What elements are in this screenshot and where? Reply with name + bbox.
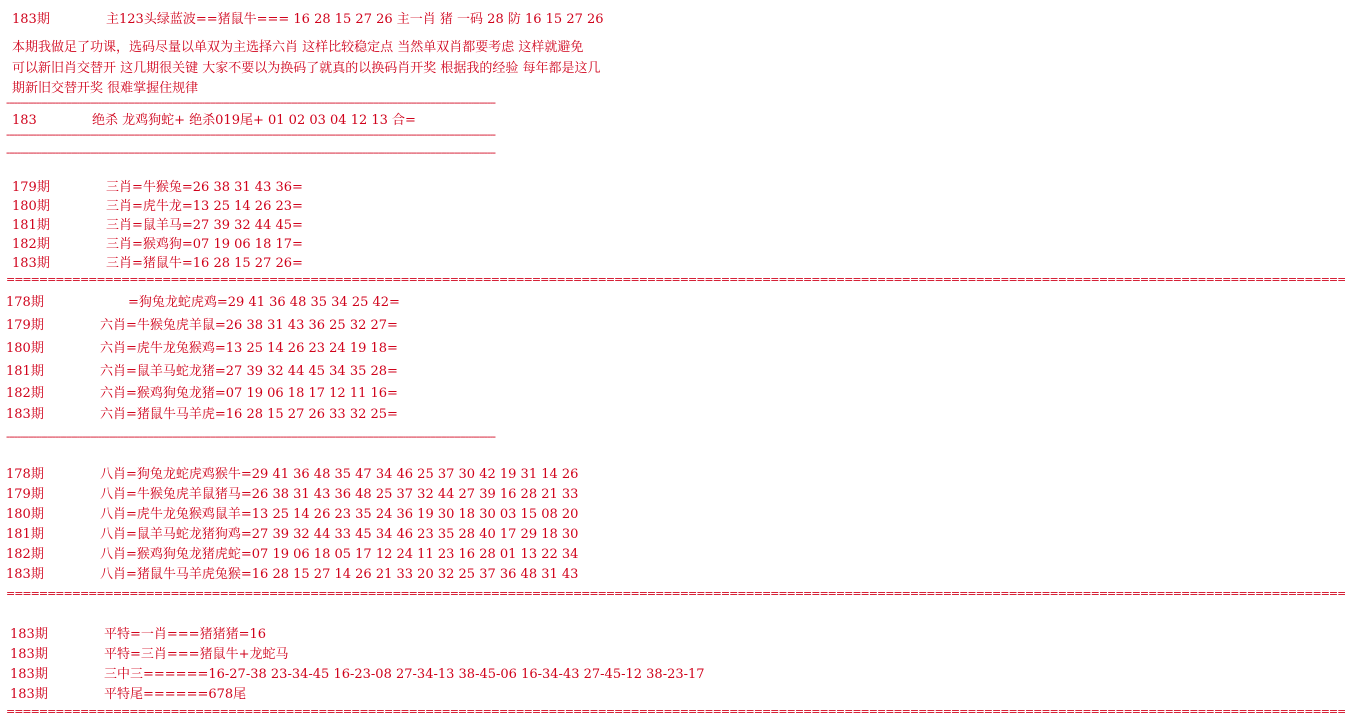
separator-dash: ------------------------------------------------------------------------------------------------------------------------------------------------------------------------------------	[6, 96, 496, 109]
special-row-period: 183期	[10, 687, 48, 702]
six-row-period: 181期	[6, 364, 44, 379]
three-row-text: 三肖=猪鼠牛=16 28 15 27 26=	[106, 256, 303, 271]
three-row-period: 179期	[12, 180, 50, 195]
six-row-period: 180期	[6, 341, 44, 356]
eight-row-period: 179期	[6, 487, 44, 502]
separator-equal: ===================================================================================================================================================================	[6, 705, 1345, 718]
special-row-period: 183期	[10, 647, 48, 662]
six-row-text: 六肖=鼠羊马蛇龙猪=27 39 32 44 45 34 35 28=	[100, 364, 398, 379]
six-row-period: 178期	[6, 295, 44, 310]
separator-equal: ===================================================================================================================================================================	[6, 587, 1345, 600]
eight-row-period: 183期	[6, 567, 44, 582]
eight-row-period: 181期	[6, 527, 44, 542]
headline-period: 183期	[12, 12, 50, 27]
three-row-text: 三肖=猴鸡狗=07 19 06 18 17=	[106, 237, 303, 252]
special-row-text: 三中三======16-27-38 23-34-45 16-23-08 27-34-13 38-45-06 16-34-43 27-45-12 38-23-17	[104, 667, 705, 682]
eight-row-period: 180期	[6, 507, 44, 522]
kill-period: 183	[12, 113, 37, 128]
eight-row-text: 八肖=虎牛龙兔猴鸡鼠羊=13 25 14 26 23 35 24 36 19 30 18 30 03 15 08 20	[100, 507, 579, 522]
six-row-text: 六肖=虎牛龙兔猴鸡=13 25 14 26 23 24 19 18=	[100, 341, 398, 356]
paragraph-line-2: 可以新旧肖交替开 这几期很关键 大家不要以为换码了就真的以换码肖开奖 根据我的经验 每年都是这几	[12, 61, 601, 76]
eight-row-text: 八肖=猴鸡狗兔龙猪虎蛇=07 19 06 18 05 17 12 24 11 23 16 28 01 13 22 34	[100, 547, 579, 562]
separator-dash: ------------------------------------------------------------------------------------------------------------------------------------------------------------------------------------	[6, 430, 496, 443]
three-row-text: 三肖=虎牛龙=13 25 14 26 23=	[106, 199, 303, 214]
kill-text: 绝杀 龙鸡狗蛇+ 绝杀019尾+ 01 02 03 04 12 13 合=	[92, 113, 416, 128]
three-row-period: 181期	[12, 218, 50, 233]
special-row-text: 平特=一肖===猪猪猪=16	[104, 627, 267, 642]
three-row-period: 182期	[12, 237, 50, 252]
special-row-text: 平特尾======678尾	[104, 687, 247, 702]
six-row-text: 六肖=牛猴兔虎羊鼠=26 38 31 43 36 25 32 27=	[100, 318, 398, 333]
headline-text: 主123头绿蓝波==猪鼠牛=== 16 28 15 27 26 主一肖 猪 一码 28 防 16 15 27 26	[106, 12, 604, 27]
eight-row-period: 178期	[6, 467, 44, 482]
paragraph-line-1: 本期我做足了功课，选码尽量以单双为主选择六肖 这样比较稳定点 当然单双肖都要考虑 这样就避免	[12, 40, 584, 55]
six-row-text: 六肖=猴鸡狗兔龙猪=07 19 06 18 17 12 11 16=	[100, 386, 398, 401]
three-row-period: 183期	[12, 256, 50, 271]
eight-row-text: 八肖=猪鼠牛马羊虎兔猴=16 28 15 27 14 26 21 33 20 32 25 37 36 48 31 43	[100, 567, 579, 582]
eight-row-period: 182期	[6, 547, 44, 562]
eight-row-text: 八肖=鼠羊马蛇龙猪狗鸡=27 39 32 44 33 45 34 46 23 35 28 40 17 29 18 30	[100, 527, 579, 542]
eight-row-text: 八肖=牛猴兔虎羊鼠猪马=26 38 31 43 36 48 25 37 32 44 27 39 16 28 21 33	[100, 487, 579, 502]
separator-dash: ------------------------------------------------------------------------------------------------------------------------------------------------------------------------------------	[6, 128, 496, 141]
six-row-period: 182期	[6, 386, 44, 401]
six-row-text: =狗兔龙蛇虎鸡=29 41 36 48 35 34 25 42=	[128, 295, 400, 310]
special-row-period: 183期	[10, 667, 48, 682]
three-row-period: 180期	[12, 199, 50, 214]
six-row-period: 179期	[6, 318, 44, 333]
separator-equal: ===================================================================================================================================================================	[6, 273, 1345, 286]
special-row-text: 平特=三肖===猪鼠牛+龙蛇马	[104, 647, 289, 662]
six-row-text: 六肖=猪鼠牛马羊虎=16 28 15 27 26 33 32 25=	[100, 407, 398, 422]
eight-row-text: 八肖=狗兔龙蛇虎鸡猴牛=29 41 36 48 35 47 34 46 25 37 30 42 19 31 14 26	[100, 467, 579, 482]
paragraph-line-3: 期新旧交替开奖 很难掌握住规律	[12, 81, 199, 96]
three-row-text: 三肖=鼠羊马=27 39 32 44 45=	[106, 218, 303, 233]
six-row-period: 183期	[6, 407, 44, 422]
separator-dash: ------------------------------------------------------------------------------------------------------------------------------------------------------------------------------------	[6, 146, 496, 159]
special-row-period: 183期	[10, 627, 48, 642]
three-row-text: 三肖=牛猴兔=26 38 31 43 36=	[106, 180, 303, 195]
